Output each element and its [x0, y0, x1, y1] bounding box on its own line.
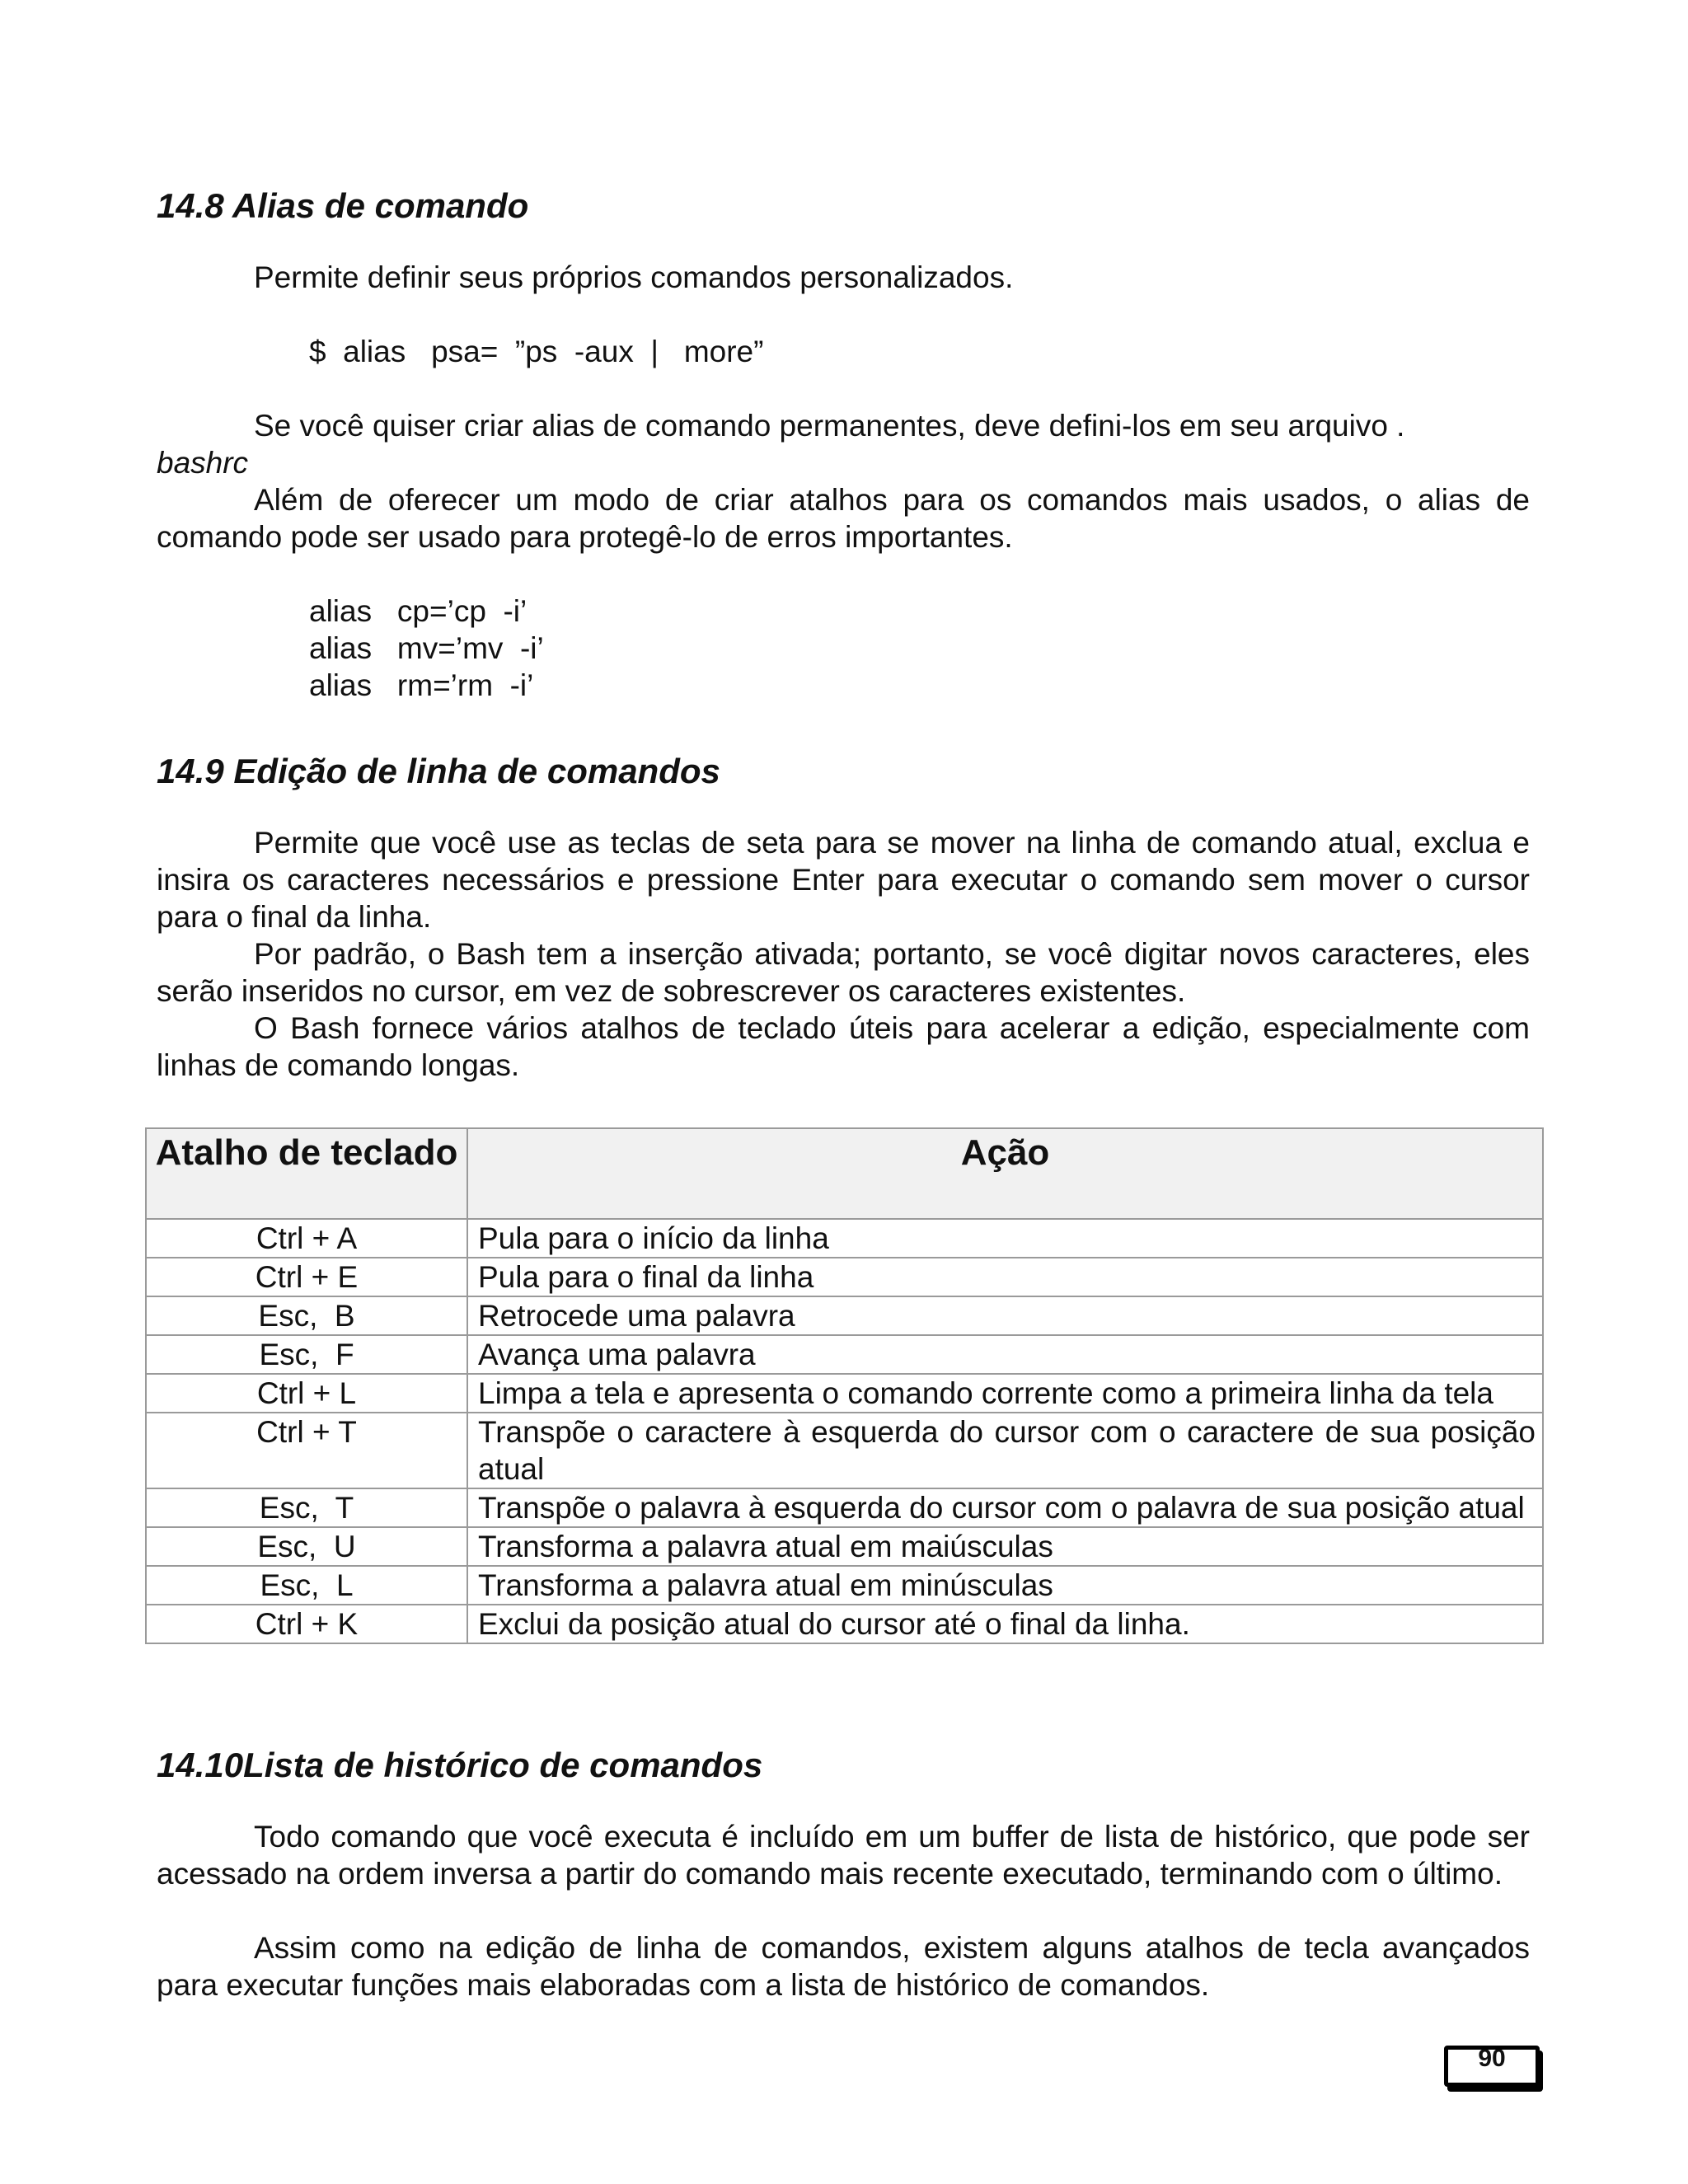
shortcut-action: Transpõe o caractere à esquerda do cursor com o caractere de sua posição atual: [467, 1413, 1543, 1488]
table-row: [146, 1566, 1543, 1605]
alias-protect-example: alias cp=’cp -i’: [309, 594, 528, 628]
table-row: [146, 1374, 1543, 1413]
edit-paragraph: Permite que você use as teclas de seta para se mover na linha de comando atual, exclua e insira os caracteres necessários e pressione Enter para executar o comando sem mover o cursor para o final da linha.: [157, 826, 1530, 934]
alias-example-command: $ alias psa= ”ps -aux | more”: [309, 335, 764, 368]
shortcut-key: Ctrl + A: [146, 1219, 467, 1258]
edit-paragraph: O Bash fornece vários atalhos de teclado úteis para acelerar a edição, especialmente com linhas de comando longas.: [157, 1011, 1530, 1082]
shortcut-key: Esc, F: [146, 1335, 467, 1374]
shortcut-key: Esc, U: [146, 1527, 467, 1566]
shortcut-key: Esc, B: [146, 1296, 467, 1335]
table-row: [146, 1335, 1543, 1374]
table-row: [146, 1527, 1543, 1566]
page-number-box: [1444, 2046, 1540, 2087]
section-heading-edit: 14.9 Edição de linha de comandos: [157, 752, 720, 790]
shortcut-action: Pula para o início da linha: [467, 1219, 1543, 1258]
shortcut-action: Limpa a tela e apresenta o comando corrente como a primeira linha da tela: [467, 1374, 1543, 1413]
alias-protect-example: alias rm=’rm -i’: [309, 668, 534, 702]
table-row: [146, 1296, 1543, 1335]
alias-permanent-line: Se você quiser criar alias de comando permanentes, deve defini-los em seu arquivo .: [254, 409, 1405, 443]
history-paragraph: Assim como na edição de linha de comandos, existem alguns atalhos de tecla avançados para executar funções mais elaboradas com a lista de histórico de comandos.: [157, 1931, 1530, 2002]
section-heading-history: 14.10Lista de histórico de comandos: [157, 1746, 763, 1784]
alias-protect-paragraph: Além de oferecer um modo de criar atalhos para os comandos mais usados, o alias de comando pode ser usado para protegê-lo de erros importantes.: [157, 483, 1530, 554]
shortcut-key: Ctrl + K: [146, 1605, 467, 1643]
shortcut-action: Avança uma palavra: [467, 1335, 1543, 1374]
shortcut-key: Esc, L: [146, 1566, 467, 1605]
alias-permanent-filename: bashrc: [157, 446, 249, 480]
table-row: [146, 1488, 1543, 1527]
history-paragraph: Todo comando que você executa é incluído em um buffer de lista de histórico, que pode ser acessado na ordem inversa a partir do comando mais recente executado, terminando com o último.: [157, 1820, 1530, 1891]
shortcut-key: Ctrl + L: [146, 1374, 467, 1413]
shortcut-key: Ctrl + T: [146, 1413, 467, 1488]
section-heading-alias: 14.8 Alias de comando: [157, 186, 529, 225]
table-row: [146, 1219, 1543, 1258]
table-header-row: [146, 1128, 1543, 1219]
shortcut-table: [145, 1127, 1544, 1644]
table-header-shortcut: Atalho de teclado: [146, 1128, 467, 1219]
table-row: [146, 1413, 1543, 1488]
shortcut-key: Ctrl + E: [146, 1258, 467, 1296]
alias-protect-example: alias mv=’mv -i’: [309, 631, 544, 665]
shortcut-action: Pula para o final da linha: [467, 1258, 1543, 1296]
shortcut-action: Transpõe o palavra à esquerda do cursor com o palavra de sua posição atual: [467, 1488, 1543, 1527]
shortcut-action: Transforma a palavra atual em minúsculas: [467, 1566, 1543, 1605]
shortcut-action: Exclui da posição atual do cursor até o final da linha.: [467, 1605, 1543, 1643]
alias-intro-paragraph: Permite definir seus próprios comandos personalizados.: [254, 260, 1014, 294]
shortcut-action: Transforma a palavra atual em maiúsculas: [467, 1527, 1543, 1566]
page-number: 90: [1478, 2046, 1506, 2072]
shortcut-key: Esc, T: [146, 1488, 467, 1527]
table-row: [146, 1258, 1543, 1296]
edit-paragraph: Por padrão, o Bash tem a inserção ativada; portanto, se você digitar novos caracteres, eles serão inseridos no cursor, em vez de sobrescrever os caracteres existentes.: [157, 937, 1530, 1008]
table-header-action: Ação: [467, 1128, 1543, 1219]
shortcut-action: Retrocede uma palavra: [467, 1296, 1543, 1335]
table-row: [146, 1605, 1543, 1643]
